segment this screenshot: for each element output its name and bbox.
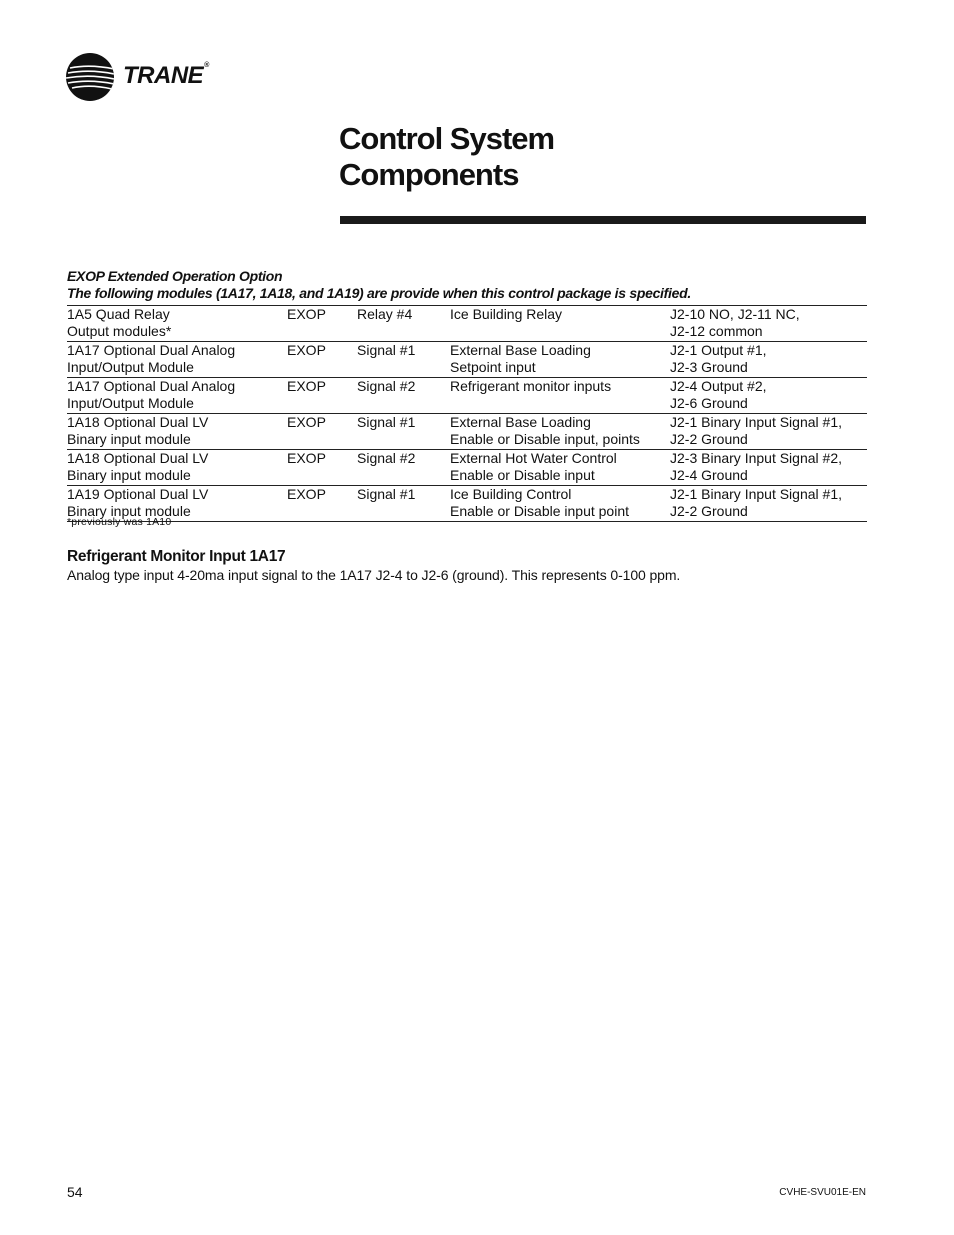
refrigerant-description: Analog type input 4-20ma input signal to the 1A17 J2-4 to J2-6 (ground). This represents 0-100 ppm.	[67, 567, 681, 583]
signal-cell	[357, 486, 450, 522]
function-cell-line: External Base Loading	[450, 342, 591, 358]
terminal-cell-line: J2-2 Ground	[670, 503, 748, 519]
signal-cell	[357, 450, 450, 486]
terminal-cell-line: J2-3 Ground	[670, 359, 748, 375]
signal-cell	[357, 378, 450, 414]
module-cell	[67, 414, 287, 450]
function-cell-line: Ice Building Control	[450, 486, 572, 502]
signal-cell-line: Signal #1	[357, 342, 416, 358]
table-row	[67, 450, 867, 486]
module-cell	[67, 306, 287, 342]
module-cell-line: 1A19 Optional Dual LV	[67, 486, 209, 502]
terminal-cell-line: J2-6 Ground	[670, 395, 748, 411]
terminal-cell	[670, 306, 867, 342]
module-cell-line: Binary input module	[67, 467, 191, 483]
module-table	[67, 305, 867, 522]
module-cell-line: 1A18 Optional Dual LV	[67, 414, 209, 430]
option-cell-line: EXOP	[287, 450, 326, 466]
title-rule	[340, 216, 866, 224]
signal-cell-line: Signal #1	[357, 414, 416, 430]
terminal-cell-line: J2-12 common	[670, 323, 763, 339]
function-cell	[450, 486, 670, 522]
terminal-cell-line: J2-1 Output #1,	[670, 342, 767, 358]
option-cell	[287, 306, 357, 342]
terminal-cell	[670, 450, 867, 486]
function-cell-line: Enable or Disable input	[450, 467, 595, 483]
function-cell	[450, 342, 670, 378]
table-footnote: *previously was 1A10	[67, 516, 172, 528]
module-cell-line: Input/Output Module	[67, 395, 194, 411]
table-row	[67, 378, 867, 414]
terminal-cell	[670, 486, 867, 522]
page-title-line-1: Control System	[339, 121, 555, 156]
option-cell-line: EXOP	[287, 306, 326, 322]
function-cell	[450, 378, 670, 414]
function-cell-line: Ice Building Relay	[450, 306, 563, 322]
module-cell-line: 1A17 Optional Dual Analog	[67, 378, 236, 394]
option-cell-line: EXOP	[287, 378, 326, 394]
terminal-cell-line: J2-1 Binary Input Signal #1,	[670, 414, 842, 430]
terminal-cell-line: J2-2 Ground	[670, 431, 748, 447]
signal-cell-line: Relay #4	[357, 306, 413, 322]
function-cell	[450, 450, 670, 486]
document-id: CVHE-SVU01E-EN	[779, 1187, 866, 1198]
module-cell-line: 1A17 Optional Dual Analog	[67, 342, 236, 358]
option-cell-line: EXOP	[287, 414, 326, 430]
module-cell-line: Input/Output Module	[67, 359, 194, 375]
terminal-cell	[670, 378, 867, 414]
table-row	[67, 414, 867, 450]
option-cell	[287, 342, 357, 378]
signal-cell-line: Signal #1	[357, 486, 416, 502]
function-cell-line: Setpoint input	[450, 359, 536, 375]
option-cell	[287, 450, 357, 486]
section-subtitle: The following modules (1A17, 1A18, and 1A19) are provide when this control package is specified.	[67, 285, 691, 301]
option-cell-line: EXOP	[287, 342, 326, 358]
terminal-cell-line: J2-1 Binary Input Signal #1,	[670, 486, 842, 502]
page-number: 54	[67, 1184, 83, 1200]
module-cell-line: 1A18 Optional Dual LV	[67, 450, 209, 466]
module-cell-line: Output modules*	[67, 323, 172, 339]
function-cell-line: Enable or Disable input point	[450, 503, 630, 519]
option-cell	[287, 378, 357, 414]
refrigerant-heading: Refrigerant Monitor Input 1A17	[67, 548, 286, 565]
terminal-cell	[670, 342, 867, 378]
function-cell-line: External Hot Water Control	[450, 450, 617, 466]
module-cell	[67, 450, 287, 486]
table-row	[67, 342, 867, 378]
function-cell	[450, 414, 670, 450]
signal-cell	[357, 342, 450, 378]
module-cell	[67, 378, 287, 414]
signal-cell	[357, 306, 450, 342]
terminal-cell-line: J2-4 Output #2,	[670, 378, 767, 394]
terminal-cell	[670, 414, 867, 450]
terminal-cell-line: J2-3 Binary Input Signal #2,	[670, 450, 842, 466]
function-cell	[450, 306, 670, 342]
terminal-cell-line: J2-10 NO, J2-11 NC,	[670, 306, 800, 322]
page-title	[339, 121, 554, 193]
option-cell	[287, 414, 357, 450]
trane-logo	[66, 53, 216, 101]
signal-cell-line: Signal #2	[357, 450, 416, 466]
page-title-line-2: Components	[339, 157, 519, 192]
table-row	[67, 486, 867, 522]
section-heading	[67, 268, 867, 302]
module-table-body	[67, 306, 867, 522]
module-cell	[67, 342, 287, 378]
option-cell	[287, 486, 357, 522]
function-cell-line: External Base Loading	[450, 414, 591, 430]
module-cell-line: 1A5 Quad Relay	[67, 306, 170, 322]
signal-cell-line: Signal #2	[357, 378, 416, 394]
function-cell-line: Refrigerant monitor inputs	[450, 378, 612, 394]
module-cell-line: Binary input module	[67, 503, 191, 519]
signal-cell	[357, 414, 450, 450]
function-cell-line: Enable or Disable input, points	[450, 431, 640, 447]
module-cell-line: Binary input module	[67, 431, 191, 447]
trane-logo-icon	[66, 53, 114, 101]
trane-wordmark: TRANE®	[123, 62, 209, 89]
table-row	[67, 306, 867, 342]
section-title: EXOP Extended Operation Option	[67, 268, 283, 284]
terminal-cell-line: J2-4 Ground	[670, 467, 748, 483]
option-cell-line: EXOP	[287, 486, 326, 502]
